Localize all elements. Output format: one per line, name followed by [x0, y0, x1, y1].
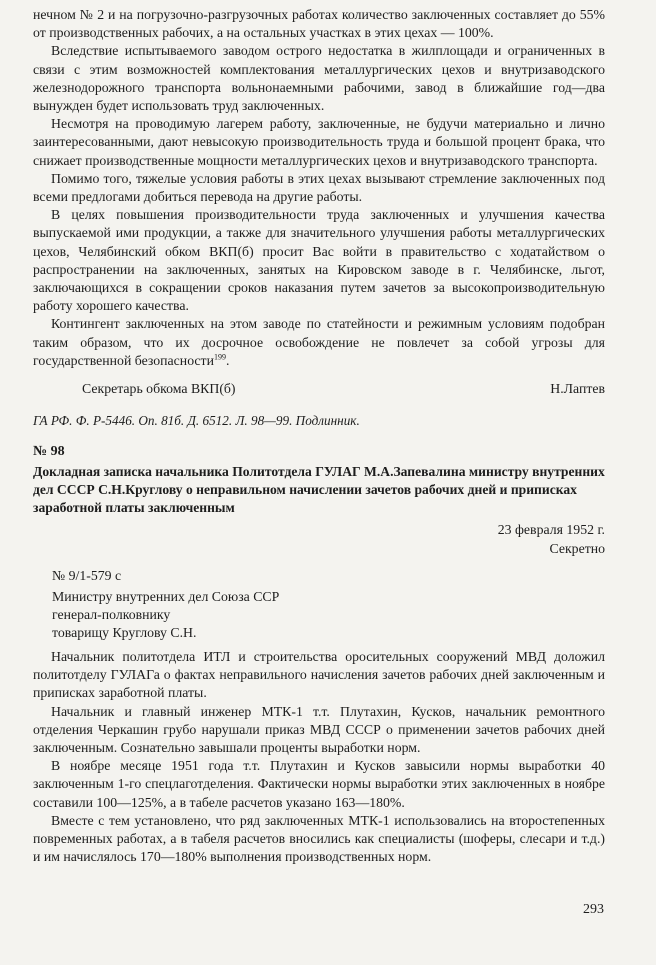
- document-title: Докладная записка начальника Политотдела ГУЛАГ М.А.Запевалина министру внутренних дел СССР С.Н.Круглову о неправильном начислении зачетов рабочих дней и приписках заработной платы заключенным: [33, 464, 605, 516]
- footnote-ref: 199: [213, 352, 226, 362]
- paragraph: Начальник и главный инженер МТК-1 т.т. Плутахин, Кусков, начальник ремонтного отделения Черкашин грубо нарушали приказ МВД СССР о применении зачетов рабочих дней заключенным. Сознательно завышали проценты выработки норм.: [33, 703, 605, 756]
- letter-continuation: [33, 6, 605, 370]
- addressee-line: генерал-полковнику: [52, 607, 171, 623]
- signature-position: Секретарь обкома ВКП(б): [82, 381, 236, 396]
- classification-stamp: Секретно: [549, 541, 605, 556]
- addressee-block: [52, 588, 624, 643]
- signature-block: [82, 380, 605, 398]
- paragraph: Начальник политотдела ИТЛ и строительства оросительных сооружений МВД доложил политотделу ГУЛАГа о фактах неправильного начисления зачетов рабочих дней заключенным и приписках заработной платы.: [33, 649, 605, 701]
- document-date: 23 февраля 1952 г.: [497, 522, 605, 537]
- document-number: № 98: [33, 444, 65, 459]
- document-header: [33, 463, 605, 518]
- contingent-text: Контингент заключенных на этом заводе по статейности и режимным условиям подобран таким образом, что их досрочное освобождение не повлечет за собой угрозы для государственной безопасности: [33, 316, 605, 368]
- reference-number: № 9/1-579 с: [52, 568, 122, 583]
- paragraph: нечном № 2 и на погрузочно-разгрузочных работах количество заключенных составляет до 55% от производственных рабочих, а на остальных участках в этих цехах — 100%.: [33, 7, 605, 41]
- page-number: 293: [583, 902, 604, 917]
- paragraph: В ноябре месяце 1951 года т.т. Плутахин и Кусков завысили нормы выработки 40 заключенным 1-го спецлаготделения. Фактически нормы выработки этих заключенных в ноябре составили 100—125%, а в табеле расчетов указано 163—180%.: [33, 758, 605, 810]
- paragraph: Вследствие испытываемого заводом острого недостатка в жилплощади и ограниченных в связи с этим возможностей комплектования металлургических цехов и внутризаводского железнодорожного транспорта вольнонаемными рабочими, завод в ближайшие год—два вынужден будет использовать труд заключенных.: [33, 43, 605, 114]
- addressee-line: товарищу Круглову С.Н.: [52, 625, 197, 641]
- paragraph: Контингент заключенных на этом заводе по статейности и режимным условиям подобран таким образом, что их досрочное освобождение не повлечет за собой угрозы для государственной безопасности$^{199}$.: [33, 316, 605, 368]
- addressee-line: Министру внутренних дел Союза ССР: [52, 589, 280, 604]
- paragraph: Вместе с тем установлено, что ряд заключенных МТК-1 использовались на второстепенных повременных работах, а в табеля расчетов вносились как специалисты (шоферы, слесари и т.д.) и им начислялось 170—180% выполнения производственных норм.: [33, 812, 605, 865]
- paragraph: В целях повышения производительности труда заключенных и улучшения качества выпускаемой ими продукции, а также для значительного улучшения работы металлургических цехов, Челябинский обком ВКП(б) просит Вас войти в правительство с ходатайством о распространении на заключенных, занятых на Кировском заводе в г. Челябинске, льгот, заключающихся в сокращении сроков наказания путем зачетов за высокопроизводительную работу хорошего качества.: [33, 207, 605, 314]
- signature-name: Н.Лаптев: [550, 381, 605, 396]
- paragraph: Помимо того, тяжелые условия работы в этих цехах вызывают стремление заключенных под всеми предлогами добиться перевода на другие работы.: [33, 170, 605, 205]
- report-body: [33, 648, 605, 866]
- archive-source: ГА РФ. Ф. Р-5446. Оп. 81б. Д. 6512. Л. 98—99. Подлинник.: [33, 413, 360, 428]
- paragraph: Несмотря на проводимую лагерем работу, заключенные, не будучи материально и лично заинтересованными, дают невысокую производительность труда и большой процент брака, что снижает производственные мощности металлургических цехов и внутризаводского транспорта.: [33, 116, 605, 168]
